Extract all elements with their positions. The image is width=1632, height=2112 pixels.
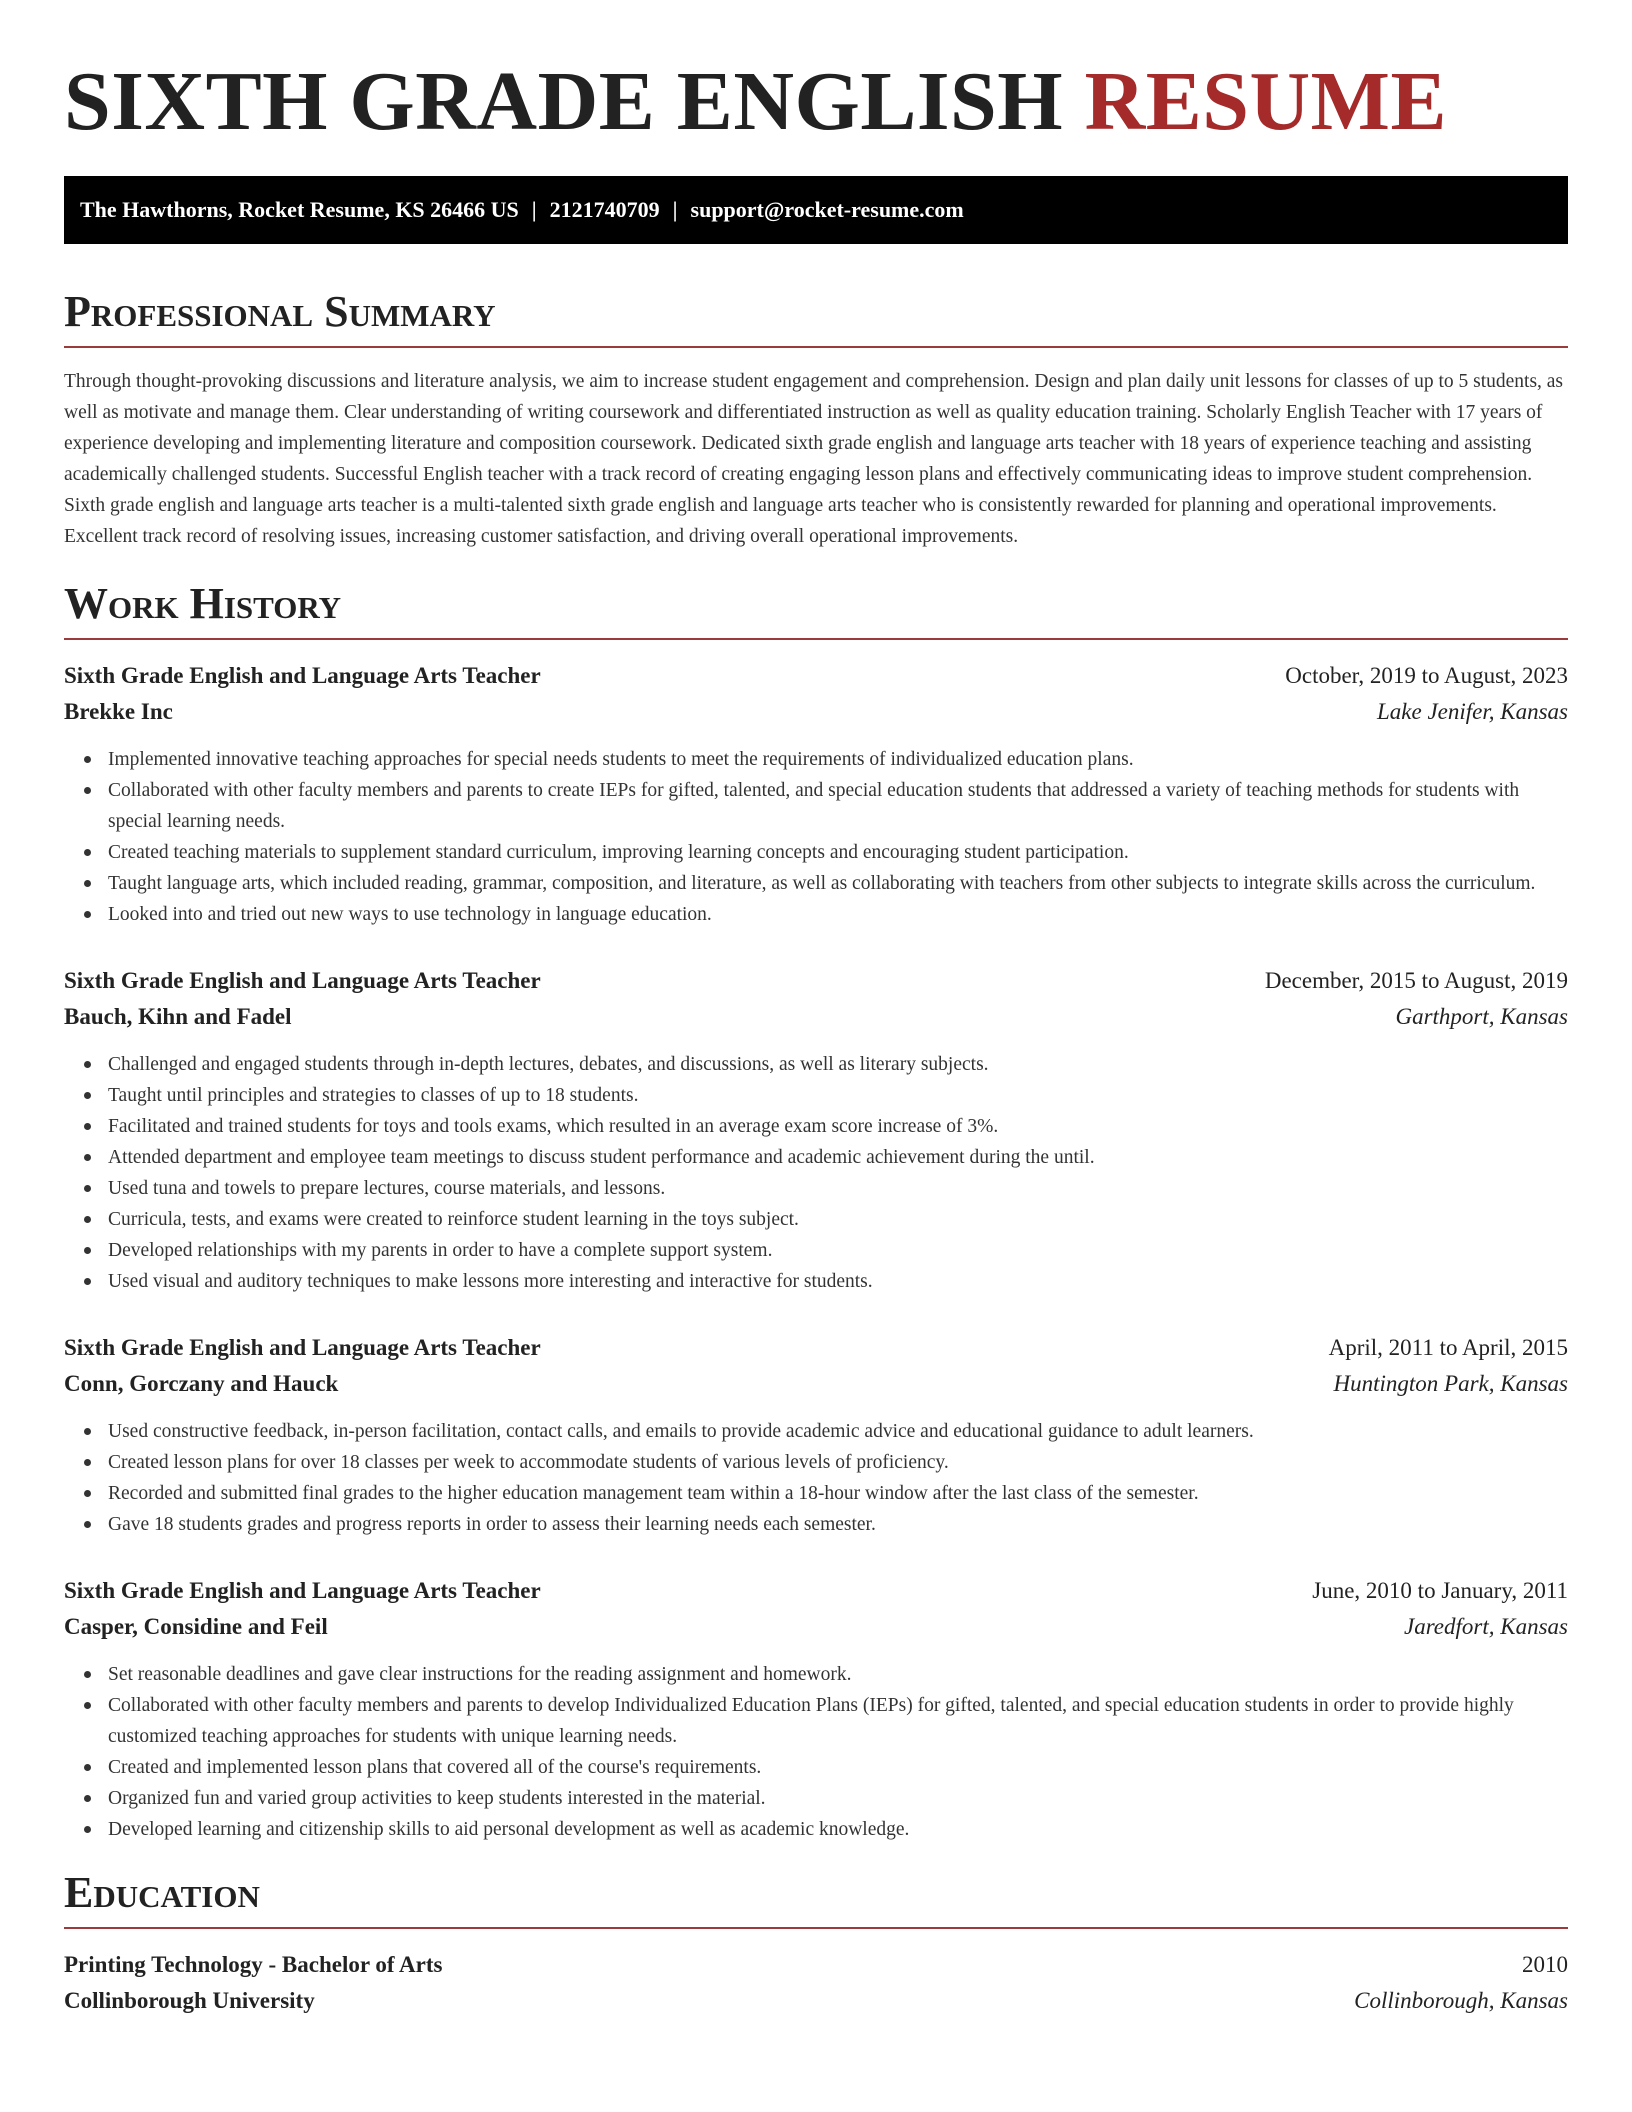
job-bullet: Taught language arts, which included reading, grammar, composition, and literature, as well as collaborating with teachers from other subjects to integrate skills across the curriculum. (108, 868, 1568, 899)
job-company: Conn, Gorczany and Hauck (64, 1371, 339, 1396)
contact-phone: 2121740709 (549, 197, 660, 222)
job-bullet: Developed relationships with my parents in order to have a complete support system. (108, 1235, 1568, 1266)
job-entry (64, 963, 1568, 1297)
job-company: Bauch, Kihn and Fadel (64, 1004, 292, 1029)
contact-email: support@rocket-resume.com (690, 197, 964, 222)
job-bullet: Challenged and engaged students through in-depth lectures, debates, and discussions, as well as literary subjects. (108, 1049, 1568, 1080)
title-main: SIXTH GRADE ENGLISH (64, 55, 1064, 148)
job-dates: October, 2019 to August, 2023 (1285, 663, 1568, 688)
contact-separator: | (672, 197, 678, 222)
job-entry (64, 1330, 1568, 1540)
job-bullets (64, 1659, 1568, 1845)
resume-title (64, 52, 1568, 152)
job-bullet: Recorded and submitted final grades to the higher education management team within a 18-hour window after the last class of the semester. (108, 1478, 1568, 1509)
contact-separator: | (531, 197, 537, 222)
contact-bar (64, 176, 1568, 244)
job-bullet: Used tuna and towels to prepare lectures, course materials, and lessons. (108, 1173, 1568, 1204)
summary-heading: Professional Summary (64, 286, 1568, 348)
work-history-heading: Work History (64, 578, 1568, 640)
education-location: Collinborough, Kansas (1354, 1988, 1568, 2013)
job-bullet: Curricula, tests, and exams were created to reinforce student learning in the toys subject. (108, 1204, 1568, 1235)
contact-address: The Hawthorns, Rocket Resume, KS 26466 US (80, 197, 519, 222)
education-year: 2010 (1522, 1952, 1568, 1977)
job-bullets (64, 744, 1568, 930)
job-dates: April, 2011 to April, 2015 (1328, 1335, 1568, 1360)
job-bullet: Facilitated and trained students for toys and tools exams, which resulted in an average exam score increase of 3%. (108, 1111, 1568, 1142)
job-bullet: Used constructive feedback, in-person facilitation, contact calls, and emails to provide academic advice and educational guidance to adult learners. (108, 1416, 1568, 1447)
job-bullet: Used visual and auditory techniques to make lessons more interesting and interactive for students. (108, 1266, 1568, 1297)
job-title: Sixth Grade English and Language Arts Teacher (64, 663, 541, 688)
education-degree: Printing Technology - Bachelor of Arts (64, 1952, 443, 1977)
job-bullet: Attended department and employee team meetings to discuss student performance and academic achievement during the until. (108, 1142, 1568, 1173)
job-bullet: Implemented innovative teaching approaches for special needs students to meet the requirements of individualized education plans. (108, 744, 1568, 775)
job-entry (64, 1573, 1568, 1845)
job-bullet: Looked into and tried out new ways to use technology in language education. (108, 899, 1568, 930)
job-bullets (64, 1416, 1568, 1540)
job-company: Casper, Considine and Feil (64, 1614, 328, 1639)
job-bullet: Organized fun and varied group activities to keep students interested in the material. (108, 1783, 1568, 1814)
job-title: Sixth Grade English and Language Arts Teacher (64, 968, 541, 993)
job-company: Brekke Inc (64, 699, 173, 724)
job-bullet: Created teaching materials to supplement standard curriculum, improving learning concepts and encouraging student participation. (108, 837, 1568, 868)
summary-text: Through thought-provoking discussions and literature analysis, we aim to increase student engagement and comprehension. Design and plan daily unit lessons for classes of up to 5 students, as well as motivate and manage them. Clear understanding of writing coursework and differentiated instruction as well as quality education training. Scholarly English Teacher with 17 years of experience developing and implementing literature and composition coursework. Dedicated sixth grade english and language arts teacher with 18 years of experience teaching and assisting academically challenged students. Successful English teacher with a track record of creating engaging lesson plans and effectively communicating ideas to improve student comprehension. Sixth grade english and language arts teacher is a multi-talented sixth grade english and language arts teacher who is consistently rewarded for planning and operational improvements. Excellent track record of resolving issues, increasing customer satisfaction, and driving overall operational improvements. (64, 371, 1564, 547)
job-dates: June, 2010 to January, 2011 (1312, 1578, 1568, 1603)
job-location: Lake Jenifer, Kansas (1376, 699, 1568, 724)
job-bullet: Taught until principles and strategies to classes of up to 18 students. (108, 1080, 1568, 1111)
job-entry (64, 658, 1568, 930)
job-bullet: Created and implemented lesson plans that covered all of the course's requirements. (108, 1752, 1568, 1783)
job-title: Sixth Grade English and Language Arts Teacher (64, 1578, 541, 1603)
job-title: Sixth Grade English and Language Arts Teacher (64, 1335, 541, 1360)
education-entry (64, 1947, 1568, 2019)
title-accent: RESUME (1084, 55, 1447, 148)
job-bullet: Set reasonable deadlines and gave clear instructions for the reading assignment and homework. (108, 1659, 1568, 1690)
job-bullet: Gave 18 students grades and progress reports in order to assess their learning needs each semester. (108, 1509, 1568, 1540)
job-location: Huntington Park, Kansas (1333, 1371, 1568, 1396)
job-bullets (64, 1049, 1568, 1297)
job-bullet: Developed learning and citizenship skills to aid personal development as well as academic knowledge. (108, 1814, 1568, 1845)
job-bullet: Collaborated with other faculty members and parents to develop Individualized Education Plans (IEPs) for gifted, talented, and special education students in order to provide highly customized teaching approaches for students with unique learning needs. (108, 1690, 1568, 1752)
work-history-list (64, 658, 1568, 1845)
education-school: Collinborough University (64, 1988, 315, 2013)
job-location: Garthport, Kansas (1395, 1004, 1568, 1029)
education-heading: Education (64, 1867, 1568, 1929)
job-location: Jaredfort, Kansas (1404, 1614, 1568, 1639)
job-bullet: Created lesson plans for over 18 classes per week to accommodate students of various levels of proficiency. (108, 1447, 1568, 1478)
job-bullet: Collaborated with other faculty members and parents to create IEPs for gifted, talented, and special education students that addressed a variety of teaching methods for students with special learning needs. (108, 775, 1568, 837)
job-dates: December, 2015 to August, 2019 (1264, 968, 1568, 993)
